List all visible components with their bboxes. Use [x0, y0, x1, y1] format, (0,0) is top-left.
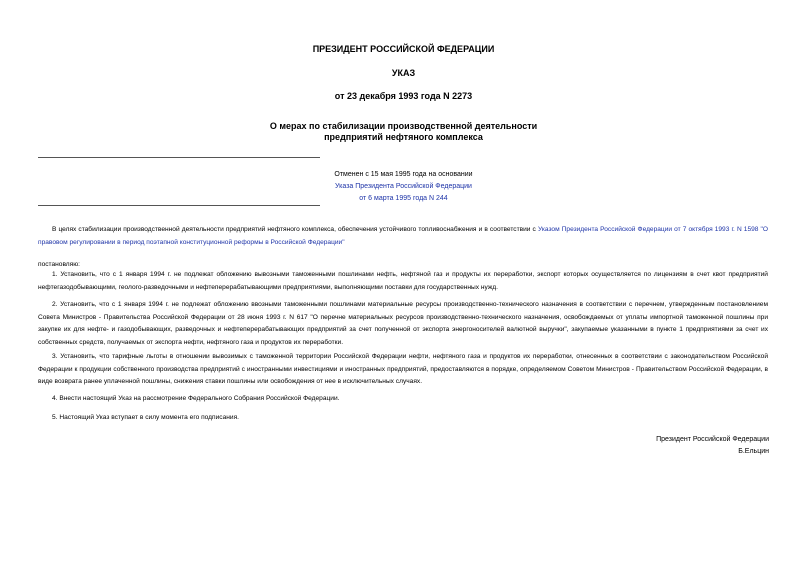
- divider-top: [38, 157, 320, 158]
- paragraph-3: 3. Установить, что тарифные льготы в отношении вывозимых с таможенной территории Российской Федерации нефти, нефтяного газа и продуктов их переработки, отнесенных в соответствии с законодательством Российской Федерации к продукции собственного производства предприятий с иностранными инвестициями и иностранных предприятий, предоставляются в порядке, определяемом Советом Министров - Правительством Российской Федерации, в виде возврата ранее уплаченной пошлины, снижения ставки пошлины или освобождения от нее в исключительных случаях.: [38, 353, 768, 385]
- repeal-notice: [300, 169, 507, 205]
- divider-bottom: [38, 205, 320, 206]
- signature-name: Б.Ельцин: [738, 448, 769, 455]
- date-number-heading: от 23 декабря 1993 года N 2273: [334, 91, 473, 101]
- title-line-2: предприятий нефтяного комплекса: [324, 132, 483, 142]
- signature-block: [656, 434, 769, 458]
- issuer-heading: ПРЕЗИДЕНТ РОССИЙСКОЙ ФЕДЕРАЦИИ: [312, 44, 495, 54]
- doc-type-heading: УКАЗ: [391, 68, 416, 78]
- repeal-decree-link[interactable]: Указа Президента Российской Федерации: [335, 183, 472, 190]
- intro-text: В целях стабилизации производственной деятельности предприятий нефтяного комплекса, обеспечения устойчивого топливоснабжения и в соответствии с: [52, 226, 538, 233]
- title-line-1: О мерах по стабилизации производственной деятельности: [269, 121, 538, 131]
- signature-position: Президент Российской Федерации: [656, 436, 769, 443]
- paragraph-4: 4. Внести настоящий Указ на рассмотрение Федерального Собрания Российской Федерации.: [52, 395, 340, 402]
- intro-paragraph: [38, 224, 768, 249]
- paragraph-5: 5. Настоящий Указ вступает в силу момента его подписания.: [52, 414, 239, 421]
- reference-decree-link[interactable]: Указом Президента Российской Федерации от 7 октября 1993 г. N 1598 "О правовом регулировании в период поэтапной конституционной реформы в Российской Федерации": [38, 226, 768, 246]
- paragraph-1: 1. Установить, что с 1 января 1994 г. не подлежат обложению вывозными таможенными пошлинами нефть, нефтяной газ и продукты их переработки, экспорт которых осуществляется по лицензиям в счет квот предприятий нефтегазодобывающими, геолого-разведочными и нефтеперерабатывающими предприятиями, выполняющими поставки для государственных нужд.: [38, 271, 768, 291]
- decree-word: постановляю:: [38, 261, 81, 268]
- paragraph-2: 2. Установить, что с 1 января 1994 г. не подлежат обложению ввозными таможенными пошлинами материальные ресурсы производственно-технического назначения в соответствии с перечнем, утвержденным постановлением Совета Министров - Правительства Российской Федерации от 28 июня 1993 г. N 617 "О перечне материальных ресурсов производственно-технического назначения, освобождаемых от уплаты импортной таможенной пошлины при закупке их для нефте- и газодобывающих, разведочных и нефтеперерабатывающих предприятий за счет полученной от экспорта энергоносителей валютной выручки", закупаемые указанными в пункте 1 предприятиями за счет их собственных средств, получаемых от экспорта нефти, нефтяного газа и продуктов их переработки.: [38, 301, 768, 346]
- repeal-notice-text: Отменен с 15 мая 1995 года на основании: [334, 171, 473, 178]
- repeal-decree-link-date[interactable]: от 6 марта 1995 года N 244: [359, 195, 448, 202]
